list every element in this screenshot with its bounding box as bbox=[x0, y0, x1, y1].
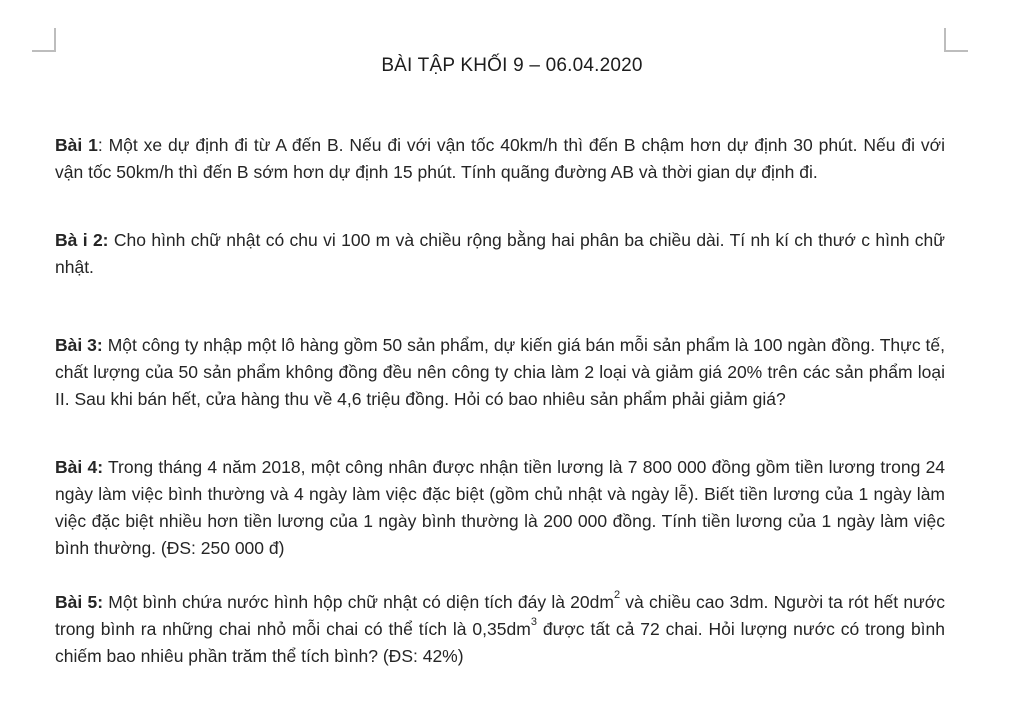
problem-5-label: Bài 5: bbox=[55, 592, 104, 612]
problem-5-text-part-2: và chiều cao 3dm. Người ta rót hết nước trong bình ra những chai nhỏ mỗi chai có thể tích là 0,35dm bbox=[55, 592, 945, 639]
problem-2 bbox=[55, 227, 945, 281]
problem-3 bbox=[55, 332, 945, 413]
problem-5-superscript-1: 2 bbox=[613, 589, 621, 602]
problem-1-text: Một xe dự định đi từ A đến B. Nếu đi với vận tốc 40km/h thì đến B chậm hơn dự định 30 phút. Nếu đi với vận tốc 50km/h thì đến B sớm hơn dự định 15 phút. Tính quãng đường AB và thời gian dự định đi. bbox=[55, 135, 945, 182]
problem-2-label: Bà i 2: bbox=[55, 230, 109, 250]
problem-4-text: Trong tháng 4 năm 2018, một công nhân được nhận tiền lương là 7 800 000 đồng gồm tiền lương trong 24 ngày làm việc bình thường và 4 ngày làm việc đặc biệt (gồm chủ nhật và ngày lễ). Biết tiền lương của 1 ngày làm việc đặc biệt nhiều hơn tiền lương của 1 ngày bình thường là 200 000 đồng. Tính tiền lương của 1 ngày làm việc bình thường. (ĐS: 250 000 đ) bbox=[55, 457, 946, 558]
problem-5 bbox=[55, 589, 945, 670]
page-corner-mark-top-left bbox=[32, 28, 56, 52]
problem-1-label: Bài 1 bbox=[55, 135, 98, 155]
problem-5-text-part-1: Một bình chứa nước hình hộp chữ nhật có diện tích đáy là 20dm bbox=[108, 592, 614, 612]
problem-2-text: Cho hình chữ nhật có chu vi 100 m và chiều rộng bằng hai phân ba chiều dài. Tí nh kí ch thướ c hình chữ nhật. bbox=[55, 230, 945, 277]
problem-5-superscript-2: 3 bbox=[530, 616, 537, 629]
problem-3-text: Một công ty nhập một lô hàng gồm 50 sản phẩm, dự kiến giá bán mỗi sản phẩm là 100 ngàn đồng. Thực tế, chất lượng của 50 sản phẩm không đồng đều nên công ty chia làm 2 loại và giảm giá 20% trên các sản phẩm loại II. Sau khi bán hết, cửa hàng thu về 4,6 triệu đồng. Hỏi có bao nhiêu sản phẩm phải giảm giá? bbox=[55, 335, 946, 409]
problem-4-label: Bài 4: bbox=[55, 457, 104, 477]
problem-1: Bài 1: Một xe dự định đi từ A đến B. Nếu đi với vận tốc 40km/h thì đến B chậm hơn dự định 30 phút. Nếu đi với vận tốc 50km/h thì đến B sớm hơn dự định 15 phút. Tính quãng đường AB và thời gian dự định đi. bbox=[55, 135, 945, 182]
page-corner-mark-top-right bbox=[944, 28, 968, 52]
problem-3-label: Bài 3: bbox=[55, 335, 103, 355]
problem-4 bbox=[55, 454, 945, 562]
document-title: BÀI TẬP KHỐI 9 – 06.04.2020 bbox=[381, 55, 643, 76]
problem-5-text-part-3: được tất cả 72 chai. Hỏi lượng nước có trong bình chiếm bao nhiêu phần trăm thể tích bình? (ĐS: 42%) bbox=[55, 619, 946, 666]
